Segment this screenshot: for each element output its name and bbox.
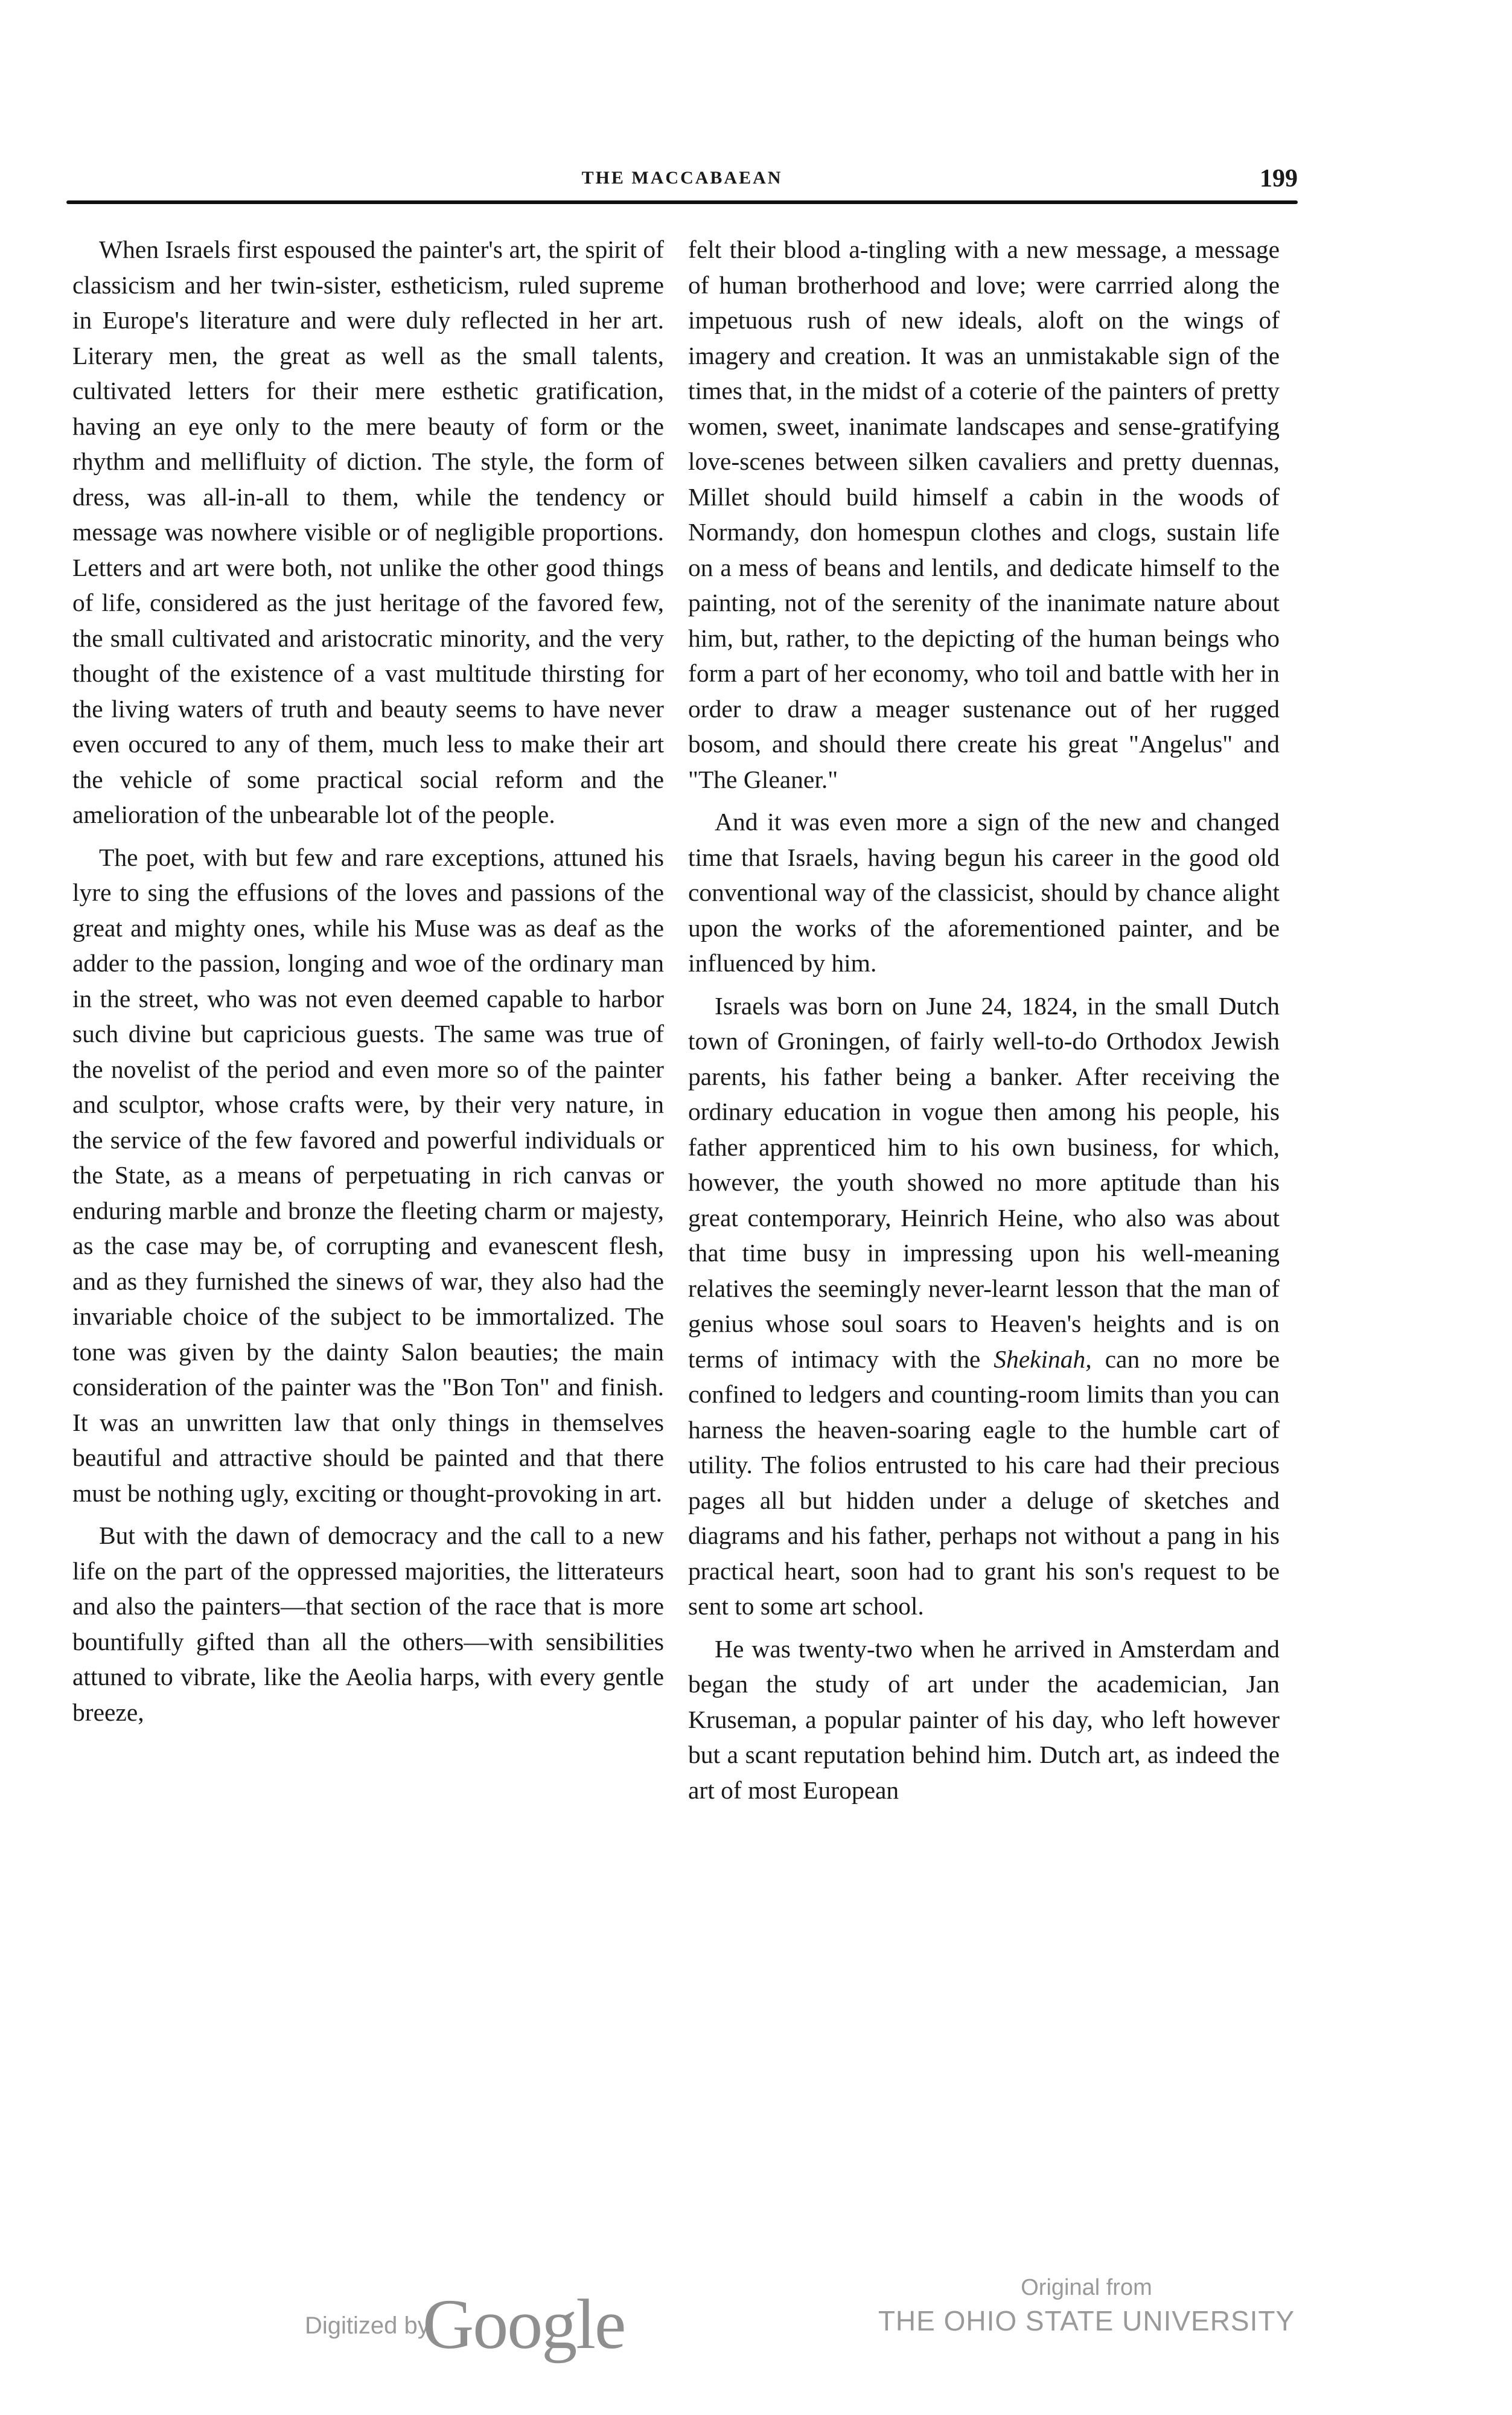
page-header [66,165,1298,204]
footer-watermark [0,2270,1512,2391]
running-title: THE MACCABAEAN [581,168,783,188]
paragraph: He was twenty-two when he arrived in Amsterdam and began the study of art under the academician, Jan Kruseman, a popular painter of his day, who left however but a scant reputation behind him. Dutch art, as indeed the art of most European [688,1634,1280,1804]
google-logo: Google [423,2285,625,2364]
paragraph: And it was even more a sign of the new and changed time that Israels, having begun his career in the good old conventional way of the classicist, should by chance alight upon the works of the aforementioned painter, and be influenced by him. [688,808,1280,977]
source-credit [869,2275,1304,2337]
paragraph: But with the dawn of democracy and the call to a new life on the part of the oppressed majorities, the litterateurs and also the painters—that section of the race that is more bountifully gifted than all the others—with sensibilities attuned to vibrate, like the Aeolia harps, with every gentle breeze, [72,1521,664,1726]
italic-term: Shekinah, [994,1345,1092,1373]
paragraph: When Israels first espoused the painter's art, the spirit of classicism and her twin-sister, estheticism, ruled supreme in Europe's literature and were duly reflected in her art. Literary men, the great as well as the small talents, cultivated letters for their mere esthetic gratification, having an eye only to the mere beauty of form or the rhythm and mellifluity of diction. The style, the form of dress, was all-in-all to them, while the tendency or message was nowhere visible or of negligible proportions. Letters and art were both, not unlike the other good things of life, considered as the just heritage of the favored few, the small cultivated and aristocratic minority, and the very thought of the existence of a vast multitude thirsting for the living waters of truth and beauty seems to have never even occured to any of them, much less to make their art the vehicle of some practical social reform and the amelioration of the unbearable lot of the people. [72,235,664,828]
page-number: 199 [1260,165,1298,193]
digitized-by-label: Digitized by [305,2312,430,2339]
right-column [688,232,1280,1815]
header-rule [66,200,1298,204]
paragraph: felt their blood a-tingling with a new message, a message of human brotherhood and love; were carrried along the impetuous rush of new ideals, aloft on the wings of imagery and creation. It was an unmistakable sign of the times that, in the midst of a coterie of the painters of pretty women, sweet, inanimate landscapes and sense-gratifying love-scenes between silken cavaliers and pretty duennas, Millet should build himself a cabin in the woods of Normandy, don homespun clothes and clogs, sustain life on a mess of beans and lentils, and dedicate himself to the painting, not of the serenity of the inanimate nature about him, but, rather, to the depicting of the human beings who form a part of her economy, who toil and battle with her in order to draw a meager sustenance out of her rugged bosom, and should there create his great "Angelus" and "The Gleaner." [688,235,1280,793]
paragraph [688,988,1280,1624]
left-column [72,232,664,1737]
university-name: THE OHIO STATE UNIVERSITY [878,2305,1295,2337]
paragraph-text: Israels was born on June 24, 1824, in the small Dutch town of Groningen, of fairly well-to-do Orthodox Jewish parents, his father being a banker. After receiving the ordinary education in vogue then among his people, his father apprenticed him to his own business, for which, however, the youth showed no more aptitude than his great contemporary, Heinrich Heine, who also was about that time busy in impressing upon his well-meaning relatives the seemingly never-learnt lesson that the man of genius whose soul soars to Heaven's heights and is on terms of intimacy with the [688,991,1280,1373]
paragraph-text: can no more be confined to ledgers and counting-room limits than you can harness the heaven-soaring eagle to the humble cart of utility. The folios entrusted to his care had their precious pages all but hidden under a deluge of sketches and diagrams and his father, perhaps not without a pang in his practical heart, soon had to grant his son's request to be sent to some art school. [688,1345,1280,1620]
paragraph: The poet, with but few and rare exceptions, attuned his lyre to sing the effusions of the loves and passions of the great and mighty ones, while his Muse was as deaf as the adder to the passion, longing and woe of the ordinary man in the street, who was not even deemed capable to harbor such divine but capricious guests. The same was true of the novelist of the period and even more so of the painter and sculptor, whose crafts were, by their very nature, in the service of the few favored and powerful individuals or the State, as a means of perpetuating in rich canvas or enduring marble and bronze the fleeting charm or majesty, as the case may be, of corrupting and evanescent flesh, and as they furnished the sinews of war, they also had the invariable choice of the subject to be immortalized. The tone was given by the dainty Salon beauties; the main consideration of the painter was the "Bon Ton" and finish. It was an unwritten law that only things in themselves beautiful and attractive should be painted and that there must be nothing ugly, exciting or thought-provoking in art. [72,843,664,1507]
original-from-label: Original from [1021,2275,1152,2300]
